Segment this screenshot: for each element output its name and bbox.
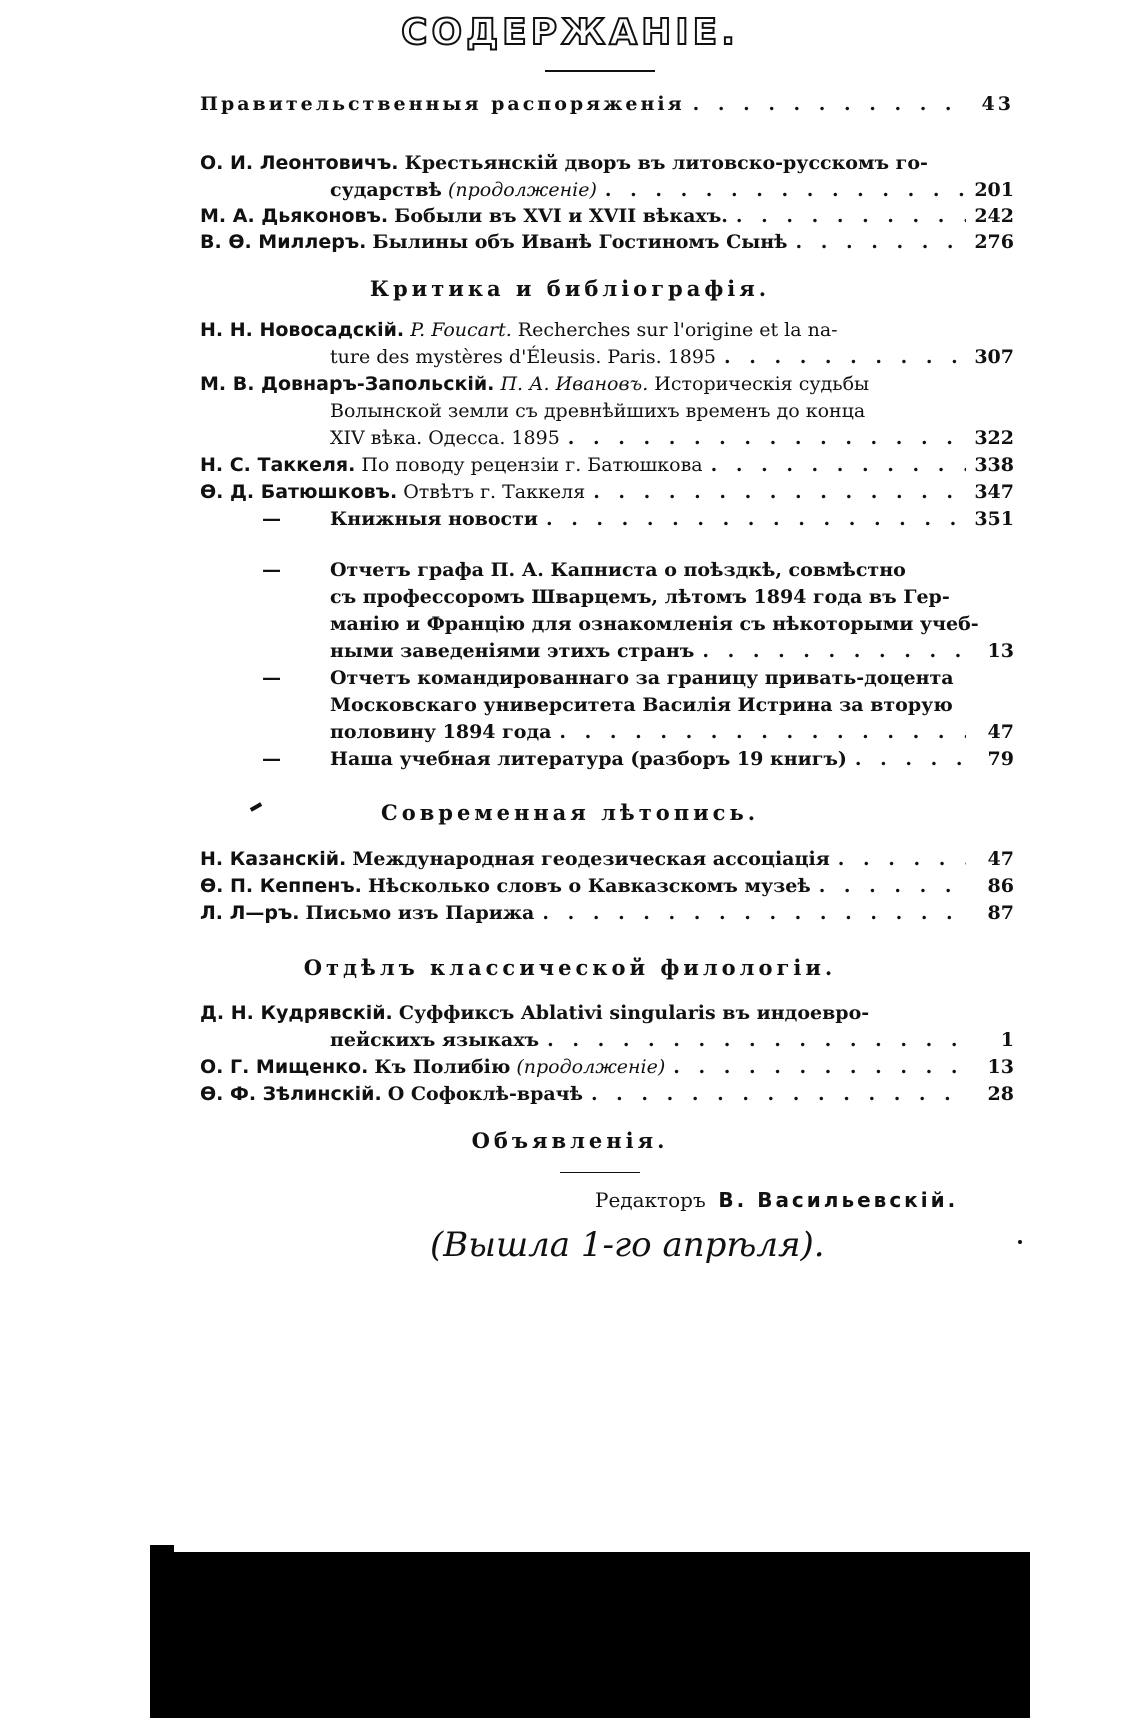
entry-author: Л. Л—ръ. [200, 902, 300, 924]
page-number: 351 [974, 508, 1014, 530]
page-number: 347 [974, 481, 1014, 503]
entry-author: Ө. П. Кеппенъ. [200, 875, 362, 897]
entry-title-cont: ture des mystères d'Éleusis. Paris. 1895 [330, 346, 717, 368]
leader-dots [796, 229, 966, 255]
page-number: 1 [1000, 1029, 1014, 1051]
page-title: СОДЕРЖАНІЕ. [401, 12, 739, 53]
leader-dots [542, 900, 966, 926]
page-number: 47 [987, 721, 1014, 743]
entry-title: Отчетъ графа П. А. Капниста о поѣздкѣ, совмѣстно [330, 559, 906, 581]
entry-author: М. В. Довнаръ-Запольскій. [200, 373, 495, 395]
title-rule [545, 70, 655, 72]
leader-dots [559, 719, 966, 745]
page-number: 338 [974, 454, 1014, 476]
entry-kapnist [262, 557, 1014, 583]
page-number: 79 [987, 748, 1014, 770]
editor-name: В. Васильевскій. [718, 1188, 959, 1212]
scan-black-block [150, 1552, 1030, 1718]
page-number: 13 [987, 640, 1014, 662]
entry-title-cont: сударствѣ [330, 179, 442, 201]
page-number: 307 [974, 346, 1014, 368]
leader-dots [711, 452, 966, 478]
entry-title-cont: половину 1894 года [330, 721, 552, 743]
section-heading-critique: Критика и библіографія. [369, 276, 771, 301]
section-heading-classical: Отдѣлъ классической филологіи. [303, 955, 837, 980]
gov-entry [200, 91, 1014, 117]
entry-title: Къ Полибію [374, 1056, 511, 1078]
page-number: 87 [987, 902, 1014, 924]
leader-dots [605, 177, 966, 203]
entry-author: Ө. Ф. Зѣлинскій. [200, 1083, 382, 1105]
entry-author: Ө. Д. Батюшковъ. [200, 481, 398, 503]
entry-title-cont: съ профессоромъ Шварцемъ, лѣтомъ 1894 года въ Гер- [330, 586, 950, 608]
entry-paris-letter [200, 900, 1014, 926]
entry-dovnar-cont2 [330, 425, 1014, 451]
entry-dash: — [262, 559, 281, 581]
entry-leontovich [200, 150, 1014, 176]
section-heading-announcements: Объявленія. [471, 1128, 669, 1153]
page-number: 86 [987, 875, 1014, 897]
entry-kapnist-cont2 [330, 611, 1014, 637]
entry-title: Отвѣтъ г. Таккеля [403, 481, 586, 503]
entry-textbooks [262, 746, 1014, 772]
leader-dots [591, 1081, 966, 1107]
page-number: 28 [987, 1083, 1014, 1105]
editor-label: Редакторъ [595, 1188, 706, 1212]
page-number: 242 [974, 205, 1014, 227]
entry-author: Н. Н. Новосадскій. [200, 319, 405, 341]
entry-title: Бобыли въ XVI и XVII вѣкахъ. [394, 205, 728, 227]
entry-novosadsky-cont [330, 344, 1014, 370]
leader-dots [736, 203, 966, 229]
entry-dash: — [262, 508, 281, 530]
entry-author: О. Г. Мищенко. [200, 1056, 369, 1078]
entry-note: (продолженіе) [516, 1056, 666, 1078]
page-number: 201 [974, 179, 1014, 201]
entry-note: (продолженіе) [447, 179, 597, 201]
entry-zelinsky [200, 1081, 1014, 1107]
entry-dash: — [262, 748, 281, 770]
entry-title: Суффиксъ Ablativi singularis въ индоевро- [398, 1002, 870, 1024]
leader-dots [568, 425, 966, 451]
entry-author: Д. Н. Кудрявскій. [200, 1002, 393, 1024]
entry-reviewed: П. А. Ивановъ. [500, 373, 649, 395]
entry-title-cont: пейскихъ языкахъ [330, 1029, 540, 1051]
entry-title-cont: манію и Францію для ознакомленія съ нѣкоторыми учеб- [330, 613, 979, 635]
entry-author: М. А. Дьяконовъ. [200, 205, 389, 227]
entry-title: Нѣсколько словъ о Кавказскомъ музеѣ [367, 875, 811, 897]
entry-kapnist-cont3 [330, 638, 1014, 664]
entry-dovnar [200, 371, 1014, 397]
leader-dots [547, 1027, 966, 1053]
entry-batyushkov [200, 479, 1014, 505]
entry-kudryavsky-cont [330, 1027, 1014, 1053]
leader-dots [724, 344, 966, 370]
entry-mishchenko [200, 1054, 1014, 1080]
entry-dash: — [262, 667, 281, 689]
entry-dovnar-cont [330, 398, 1014, 424]
entry-leontovich-cont [330, 177, 1014, 203]
entry-title: Крестьянскій дворъ въ литовско-русскомъ го- [404, 152, 928, 174]
entry-title-cont: ными заведеніями этихъ странъ [330, 640, 695, 662]
entry-author: О. И. Леонтовичъ. [200, 152, 399, 174]
entry-title-cont: Московскаго университета Василія Истрина за вторую [330, 694, 953, 716]
page-number: 276 [974, 231, 1014, 253]
entry-title: Наша учебная литература (разборъ 19 книгъ) [330, 748, 847, 770]
section-heading-chronicle: Современная лѣтопись. [380, 800, 760, 825]
entry-title-cont: Волынской земли съ древнѣйшихъ временъ до конца [330, 400, 866, 422]
entry-title: Международная геодезическая ассоціація [352, 848, 830, 870]
page-number: 47 [987, 848, 1014, 870]
leader-dots [855, 746, 966, 772]
entry-author: В. Ө. Миллеръ. [200, 231, 367, 253]
entry-title: Письмо изъ Парижа [305, 902, 535, 924]
entry-title: По поводу рецензіи г. Батюшкова [361, 454, 703, 476]
gov-label: Правительственныя распоряженія [200, 93, 685, 115]
entry-book-news [262, 506, 1014, 532]
entry-kapnist-cont [330, 584, 1014, 610]
entry-reviewed: P. Foucart. [410, 319, 512, 341]
entry-istrin-cont2 [330, 719, 1014, 745]
scan-edge-mark [150, 1545, 174, 1555]
entry-kudryavsky [200, 1000, 1014, 1026]
leader-dots [546, 506, 966, 532]
stray-dot [1018, 1240, 1022, 1244]
page-number: 13 [987, 1056, 1014, 1078]
editor-line [595, 1188, 958, 1212]
entry-kazansky [200, 846, 1014, 872]
editor-rule [560, 1172, 640, 1173]
entry-title: Былины объ Иванѣ Гостиномъ Сынѣ [372, 231, 788, 253]
entry-author: Н. Казанскій. [200, 848, 347, 870]
entry-miller [200, 229, 1014, 255]
entry-title: Recherches sur l'origine et la na- [517, 319, 838, 341]
entry-istrin [262, 665, 1014, 691]
entry-author: Н. С. Таккеля. [200, 454, 356, 476]
page-number: 322 [974, 427, 1014, 449]
entry-title: Историческія судьбы [654, 373, 870, 395]
page-number: 43 [981, 93, 1014, 115]
leader-dots [702, 638, 966, 664]
leader-dots [838, 846, 966, 872]
entry-title: О Софоклѣ-врачѣ [387, 1083, 583, 1105]
leader-dots [593, 479, 966, 505]
entry-title: Отчетъ командированнаго за границу привать-доцента [330, 667, 954, 689]
leader-dots [819, 873, 966, 899]
entry-title-cont: XIV вѣка. Одесса. 1895 [330, 427, 560, 449]
entry-keppen [200, 873, 1014, 899]
handwritten-release-note: (Вышла 1-го апрѣля). [430, 1225, 825, 1265]
entry-istrin-cont [330, 692, 1014, 718]
entry-dyakonov [200, 203, 1014, 229]
entry-title: Книжныя новости [330, 508, 538, 530]
entry-novosadsky [200, 317, 1014, 343]
entry-takkelya [200, 452, 1014, 478]
leader-dots [693, 91, 966, 117]
leader-dots [673, 1054, 966, 1080]
